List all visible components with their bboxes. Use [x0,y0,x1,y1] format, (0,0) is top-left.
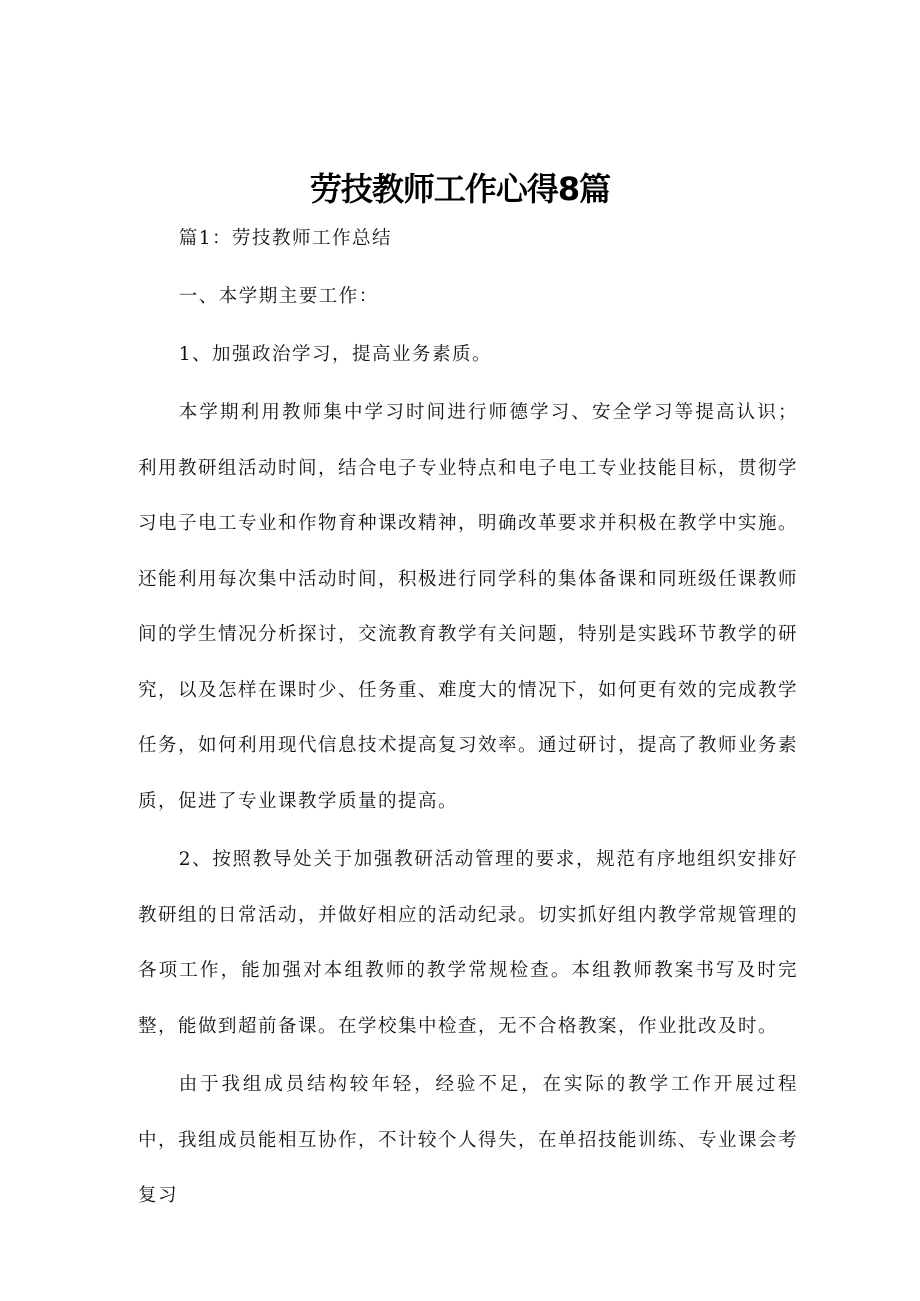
document-title: 劳技教师工作心得8篇 [309,170,611,209]
subsection-heading: 一、本学期主要工作： [178,286,379,307]
body-paragraph: 由于我组成员结构较年轻，经验不足，在实际的教学工作开展过程中，我组成员能相互协作，不计较个人得失，在单招技能训练、专业课会考复习 [138,1074,799,1206]
document-body [138,222,798,1238]
body-paragraph: 本学期利用教师集中学习时间进行师德学习、安全学习等提高认识；利用教研组活动时间，结合电子专业特点和电子电工专业技能目标，贯彻学习电子电工专业和作物育种课改精神，明确改革要求并积极在教学中实施。还能利用每次集中活动时间，积极进行同学科的集体备课和同班级任课教师间的学生情况分析探讨，交流教育教学有关问题，特别是实践环节教学的研究，以及怎样在课时少、任务重、难度大的情况下，如何更有效的完成教学任务，如何利用现代信息技术提高复习效率。通过研讨，提高了教师业务素质，促进了专业课教学质量的提高。 [138,402,799,812]
item-heading: 1、加强政治学习，提高业务素质。 [178,344,492,365]
body-paragraph: 2、按照教导处关于加强教研活动管理的要求，规范有序地组织安排好教研组的日常活动，并做好相应的活动纪录。切实抓好组内教学常规管理的各项工作，能加强对本组教师的教学常规检查。本组教师教案书写及时完整，能做到超前备课。在学校集中检查，无不合格教案，作业批改及时。 [138,849,799,1037]
section-heading: 篇1：劳技教师工作总结 [178,228,392,249]
